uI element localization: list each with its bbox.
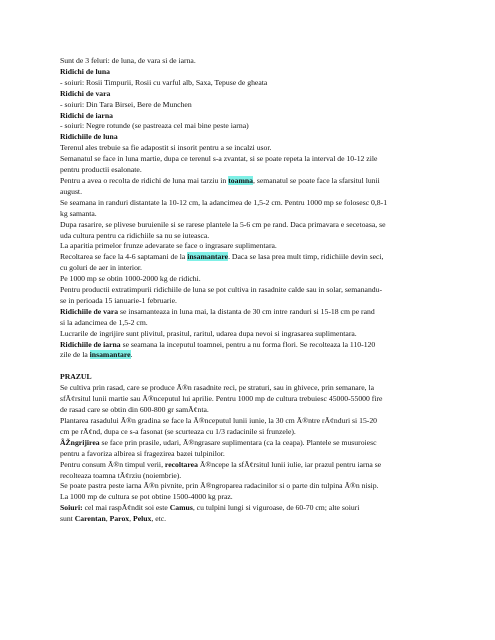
text-line: Terenul ales trebuie sa fie adapostit si insorit pentru a se incalzi usor. (60, 143, 272, 153)
paragraph-spacer (60, 361, 475, 372)
bold-term: Ridichiile de iarna (60, 339, 121, 349)
text-line: se in perioada 15 ianuarie-1 februarie. (60, 295, 177, 305)
text-run: se face prin prasile, udari, Ã®ngrasare suplimentara (ca la ceapa). Plantele se musuroiesc (99, 437, 377, 447)
text-line (60, 176, 475, 187)
bold-term: ÃŽngrijirea (60, 437, 100, 447)
text-line: Semanatul se face in luna martie, dupa ce terenul s-a zvantat, si se poate repeta la interval de 10-12 zile (60, 154, 378, 164)
text-line: uda cultura pentru ca ridichiile sa nu se iuteasca. (60, 230, 210, 240)
text-run: sunt (60, 514, 75, 524)
text-line: Pe 1000 mp se obtin 1000-2000 kg de ridichi. (60, 274, 201, 284)
text-line (60, 460, 475, 471)
text-line: La 1000 mp de cultura se pot obtine 1500-4000 kg praz. (60, 492, 233, 502)
text-line: Sunt de 3 feluri: de luna, de vara si de iarna. (60, 56, 196, 65)
text-run: . Daca se lasa prea mult timp, ridichiile devin seci, (228, 252, 384, 262)
text-line (60, 438, 475, 449)
text-line: pentru a favoriza albirea si fragezirea bazei tulpinilor. (60, 448, 225, 458)
text-run: cel mai raspÃ¢ndit soi este (82, 503, 170, 513)
text-line: Se seamana in randuri distantate la 10-12 cm, la adancimea de 1,5-2 cm. Pentru 1000 mp se folosesc 0,8-1 (60, 197, 388, 207)
bold-term: recoltarea (164, 459, 198, 469)
text-line: cu goluri de aer in interior. (60, 263, 142, 273)
text-line: august. (60, 186, 82, 196)
text-line (60, 252, 475, 263)
text-run: se insamanteaza in luna mai, la distanta de 30 cm intre randuri si 15-18 cm pe rand (118, 306, 375, 316)
bold-term: Camus (169, 503, 193, 513)
text-run: , semanatul se poate face la sfarsitul lunii (252, 175, 380, 185)
section-heading: PRAZUL (60, 372, 92, 382)
text-line: sfÃ¢rsitul lunii martie sau Ã®nceputul lui aprilie. Pentru 1000 mp de cultura trebuiesc 45000-55000 fire (60, 394, 383, 404)
text-run: , cu tulpini lungi si viguroase, de 60-70 cm; alte soiuri (192, 503, 360, 513)
section-heading: Ridichi de vara (60, 88, 111, 98)
text-line: Lucrarile de ingrijire sunt plivitul, prasitul, raritul, udarea dupa nevoi si ingrasarea suplimentara. (60, 328, 357, 338)
text-line (60, 340, 475, 351)
text-run: Pentru consum Ã®n timpul verii, (60, 459, 165, 469)
bold-term: Ridichiile de vara (60, 306, 119, 316)
text-line: Se cultiva prin rasad, care se produce Ã®n rasadnite reci, pe straturi, sau in ghivece, prin semanare, la (60, 383, 375, 393)
highlighted-term: insamantare (187, 252, 229, 262)
text-line: pentru productii esalonate. (60, 165, 142, 175)
text-run: , (129, 514, 133, 524)
section-heading: Ridichi de iarna (60, 110, 113, 120)
text-line: cm pe rÃ¢nd, dupa ce s-a fasonat (se scurteaza cu 1/3 radacinile si frunzele). (60, 426, 296, 436)
bold-term: Parox (109, 514, 130, 524)
text-line: kg samanta. (60, 208, 97, 218)
text-line: - soiuri: Rosii Timpurii, Rosii cu varful alb, Saxa, Tepuse de gheata (60, 77, 268, 87)
text-line: de rasad care se obtin din 600-800 gr samÃ¢nta. (60, 405, 209, 415)
text-line (60, 514, 475, 525)
text-run: , (105, 514, 110, 524)
text-line: Plantarea rasadului Ã®n gradina se face la Ã®nceputul lunii iunie, la 30 cm Ã®ntre rÃ¢nduri si 15-20 (60, 416, 378, 425)
section-heading: Ridichiile de luna (60, 132, 118, 142)
highlighted-term: toamna (228, 175, 253, 185)
text-line: La aparitia primelor frunze adevarate se face o ingrasare suplimentara. (60, 241, 277, 251)
text-run: Recoltarea se face la 4-6 saptamani de la (60, 252, 188, 262)
text-run: Ã®ncepe la sfÃ¢rsitul lunii iulie, iar prazul pentru iarna se (197, 459, 382, 469)
text-line (60, 350, 475, 361)
text-run: Pentru a avea o recolta de ridichi de luna mai tarziu in (60, 175, 229, 185)
bold-term: Soiuri: (60, 503, 83, 513)
highlighted-term: insamantare (89, 350, 131, 360)
text-line: si la adancimea de 1,5-2 cm. (60, 317, 148, 327)
text-run: se seamana la inceputul toamnei, pentru a nu forma flori. Se recolteaza la 110-120 (120, 339, 376, 349)
text-line: Se poate pastra peste iarna Ã®n pivnite, prin Ã®ngroparea radacinilor si o parte din tulpina Ã®n nisip. (60, 481, 379, 491)
text-line (60, 503, 475, 514)
text-line: Dupa rasarire, se plivese buruienile si se rarese plantele la 5-6 cm pe rand. Daca primavara e secetoasa, se (60, 219, 386, 229)
text-run: , etc. (151, 514, 167, 524)
bold-term: Carentan (74, 514, 106, 524)
section-heading: Ridichi de luna (60, 66, 110, 76)
text-run: . (130, 350, 133, 360)
text-run: zile de la (60, 350, 90, 360)
text-line: Pentru productii extratimpurii ridichiile de luna se pot cultiva in rasadnite calde sau in solar, semanandu- (60, 285, 383, 295)
text-line: - soiuri: Din Tara Birsei, Bere de Munchen (60, 99, 192, 109)
text-line: recolteaza toamna tÃ¢rziu (noiembrie). (60, 470, 182, 480)
text-line (60, 307, 475, 318)
text-line: - soiuri: Negre rotunde (se pastreaza cel mai bine peste iarna) (60, 121, 249, 131)
bold-term: Pelux (133, 514, 152, 524)
